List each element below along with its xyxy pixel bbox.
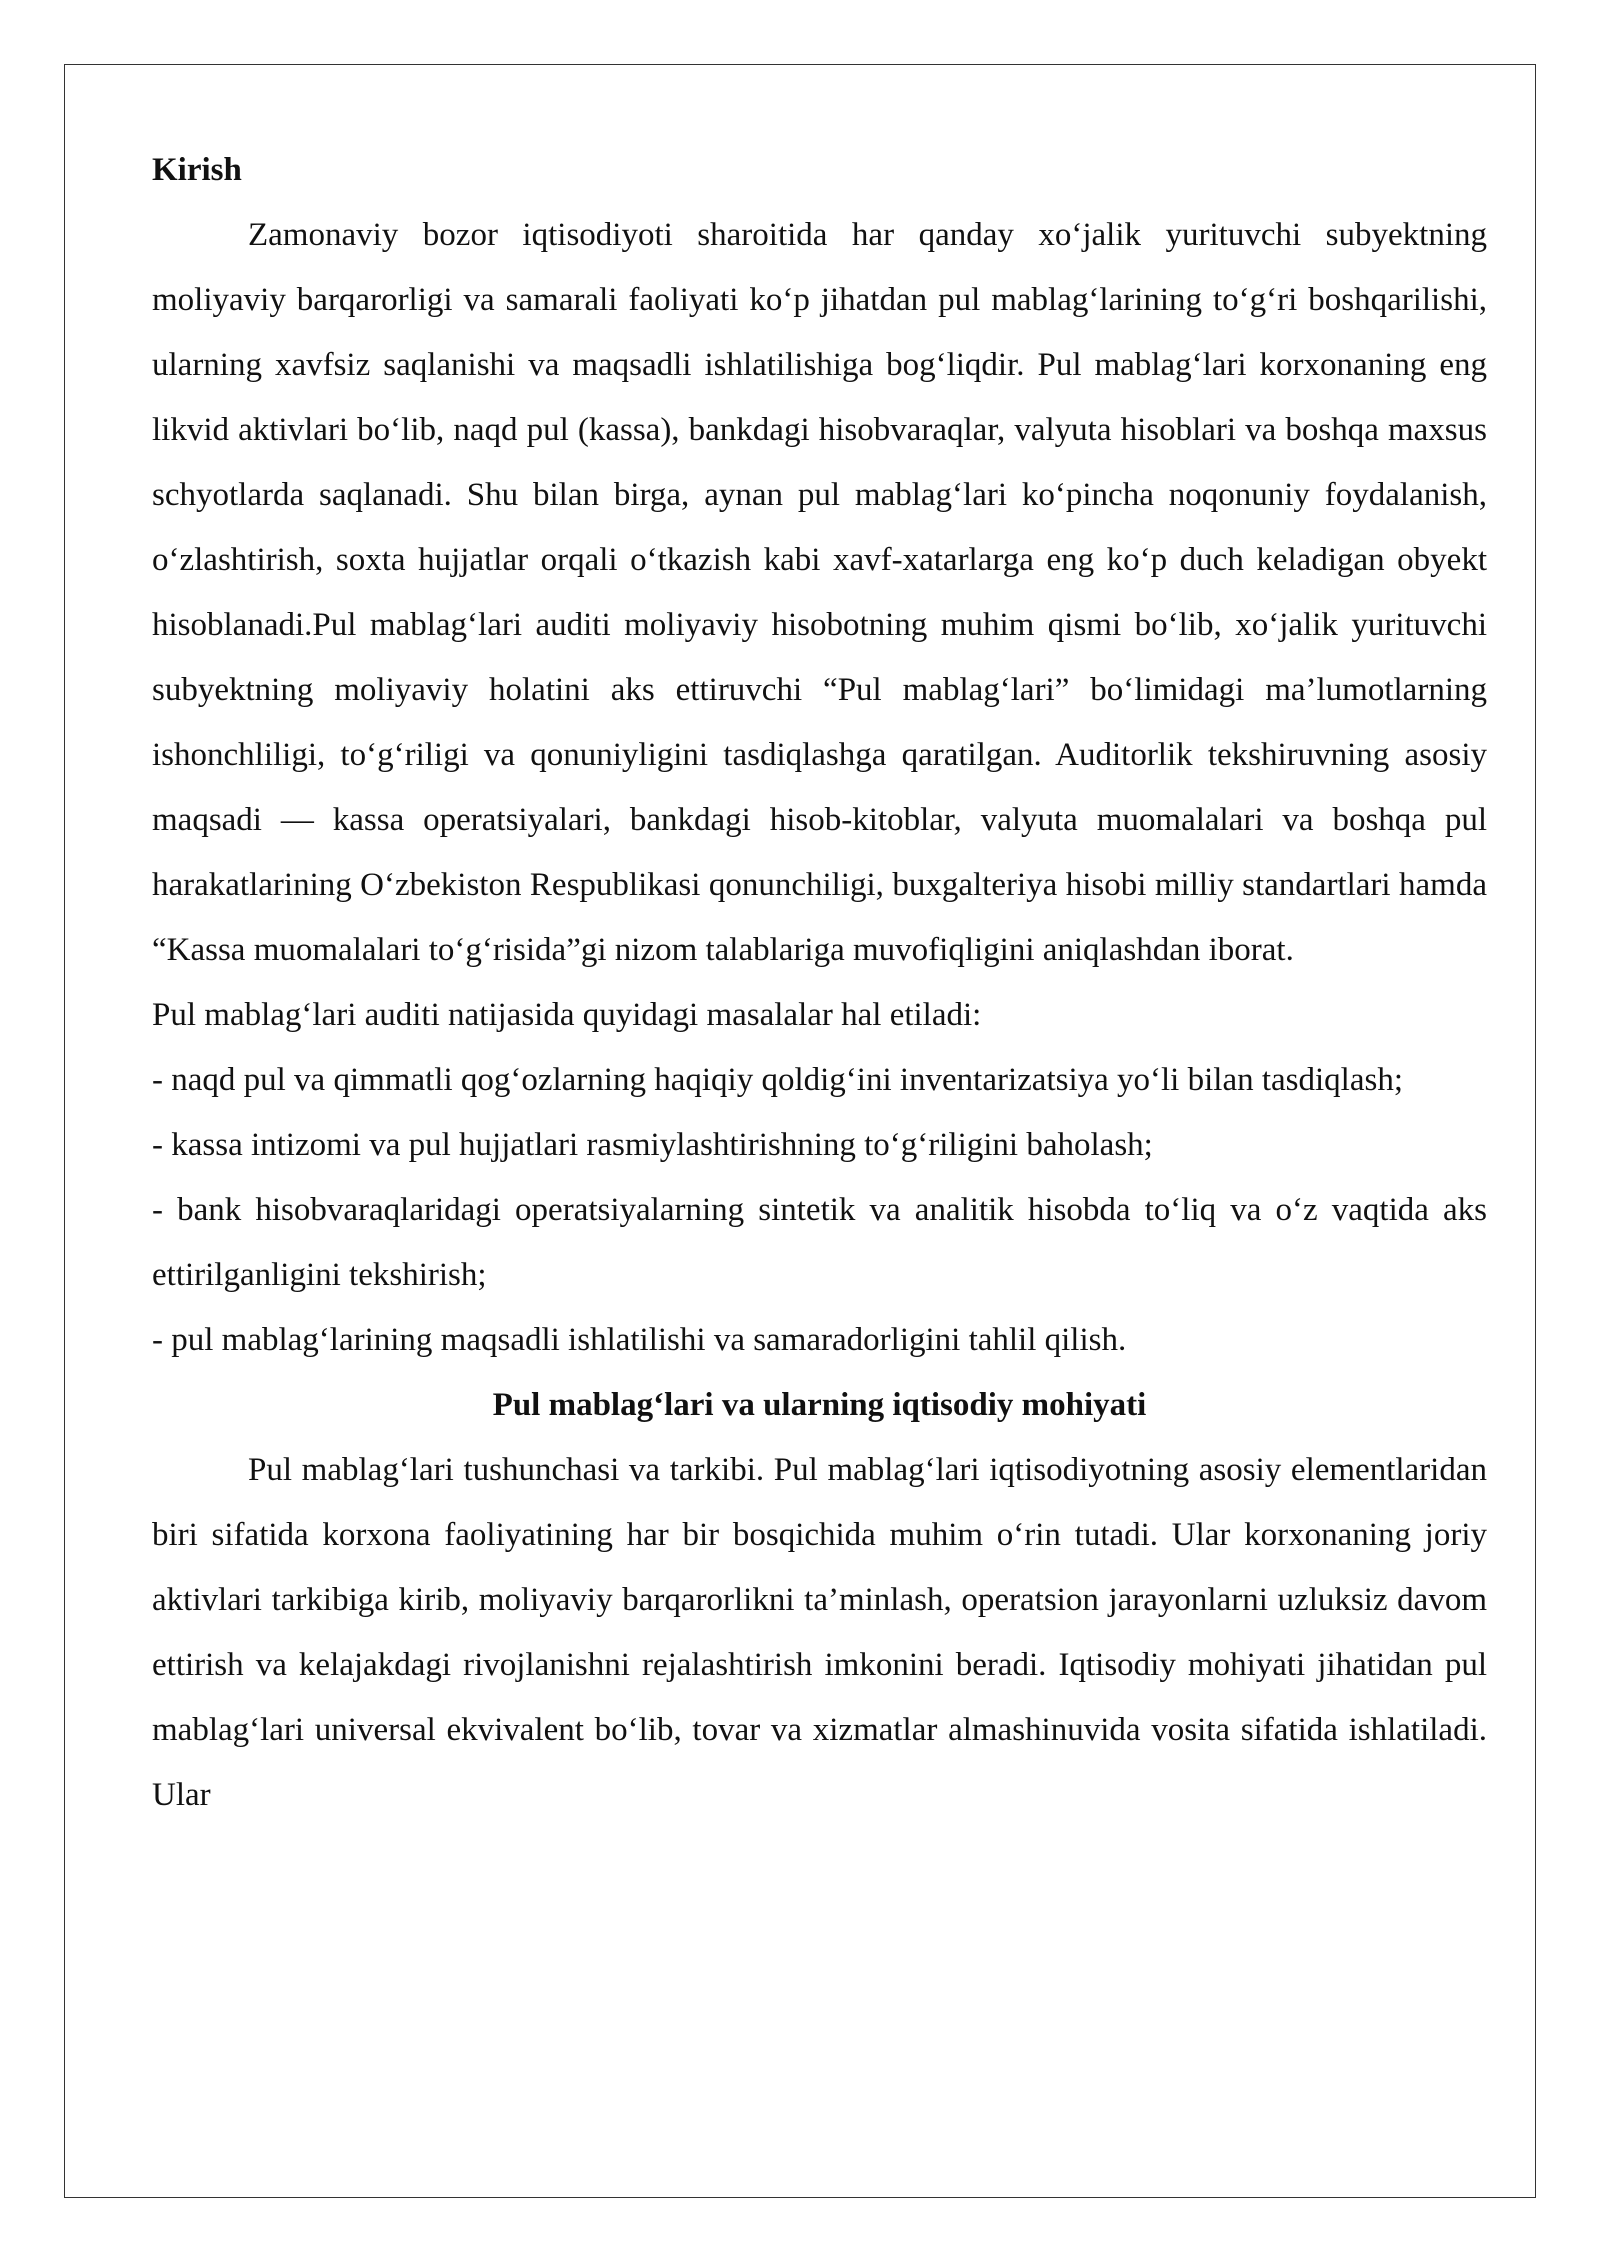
document-body bbox=[152, 138, 1487, 1828]
section-heading: Pul mablag‘lari va ularning iqtisodiy mohiyati bbox=[492, 1387, 1147, 1423]
task-item-2: - kassa intizomi va pul hujjatlari rasmiylashtirishning to‘g‘riligini baholash; bbox=[152, 1127, 1153, 1163]
heading-kirish: Kirish bbox=[152, 152, 242, 188]
intro-paragraph: Zamonaviy bozor iqtisodiyoti sharoitida har qanday xo‘jalik yurituvchi subyektning moliyaviy barqarorligi va samarali faoliyati ko‘p jihatdan pul mablag‘larining to‘g‘ri boshqarilishi, ularning xavfsiz saqlanishi va maqsadli ishlatilishiga bog‘liqdir. Pul mablag‘lari korxonaning eng likvid aktivlari bo‘lib, naqd pul (kassa), bankdagi hisobvaraqlar, valyuta hisoblari va boshqa maxsus schyotlarda saqlanadi. Shu bilan birga, aynan pul mablag‘lari ko‘pincha noqonuniy foydalanish, o‘zlashtirish, soxta hujjatlar orqali o‘tkazish kabi xavf-xatarlarga eng ko‘p duch keladigan obyekt hisoblanadi.Pul mablag‘lari auditi moliyaviy hisobotning muhim qismi bo‘lib, xo‘jalik yurituvchi subyektning moliyaviy holatini aks ettiruvchi “Pul mablag‘lari” bo‘limidagi ma’lumotlarning ishonchliligi, to‘g‘riligi va qonuniyligini tasdiqlashga qaratilgan. Auditorlik tekshiruvning asosiy maqsadi — kassa operatsiyalari, bankdagi hisob-kitoblar, valyuta muomalalari va boshqa pul harakatlarining O‘zbekiston Respublikasi qonunchiligi, buxgalteriya hisobi milliy standartlari hamda “Kassa muomalalari to‘g‘risida”gi nizom talablariga muvofiqligini aniqlashdan iborat. bbox=[152, 217, 1487, 968]
task-item-3: - bank hisobvaraqlaridagi operatsiyalarning sintetik va analitik hisobda to‘liq va o‘z vaqtida aks ettirilganligini tekshirish; bbox=[152, 1192, 1487, 1293]
section-paragraph: Pul mablag‘lari tushunchasi va tarkibi. Pul mablag‘lari iqtisodiyotning asosiy elementlaridan biri sifatida korxona faoliyatining har bir bosqichida muhim o‘rin tutadi. Ular korxonaning joriy aktivlari tarkibiga kirib, moliyaviy barqarorlikni ta’minlash, operatsion jarayonlarni uzluksiz davom ettirish va kelajakdagi rivojlanishni rejalashtirish imkonini beradi. Iqtisodiy mohiyati jihatidan pul mablag‘lari universal ekvivalent bo‘lib, tovar va xizmatlar almashinuvida vosita sifatida ishlatiladi. Ular bbox=[152, 1452, 1487, 1813]
task-item-1: - naqd pul va qimmatli qog‘ozlarning haqiqiy qoldig‘ini inventarizatsiya yo‘li bilan tasdiqlash; bbox=[152, 1062, 1403, 1098]
tasks-lead: Pul mablag‘lari auditi natijasida quyidagi masalalar hal etiladi: bbox=[152, 997, 982, 1033]
task-item-4: - pul mablag‘larining maqsadli ishlatilishi va samaradorligini tahlil qilish. bbox=[152, 1322, 1127, 1358]
